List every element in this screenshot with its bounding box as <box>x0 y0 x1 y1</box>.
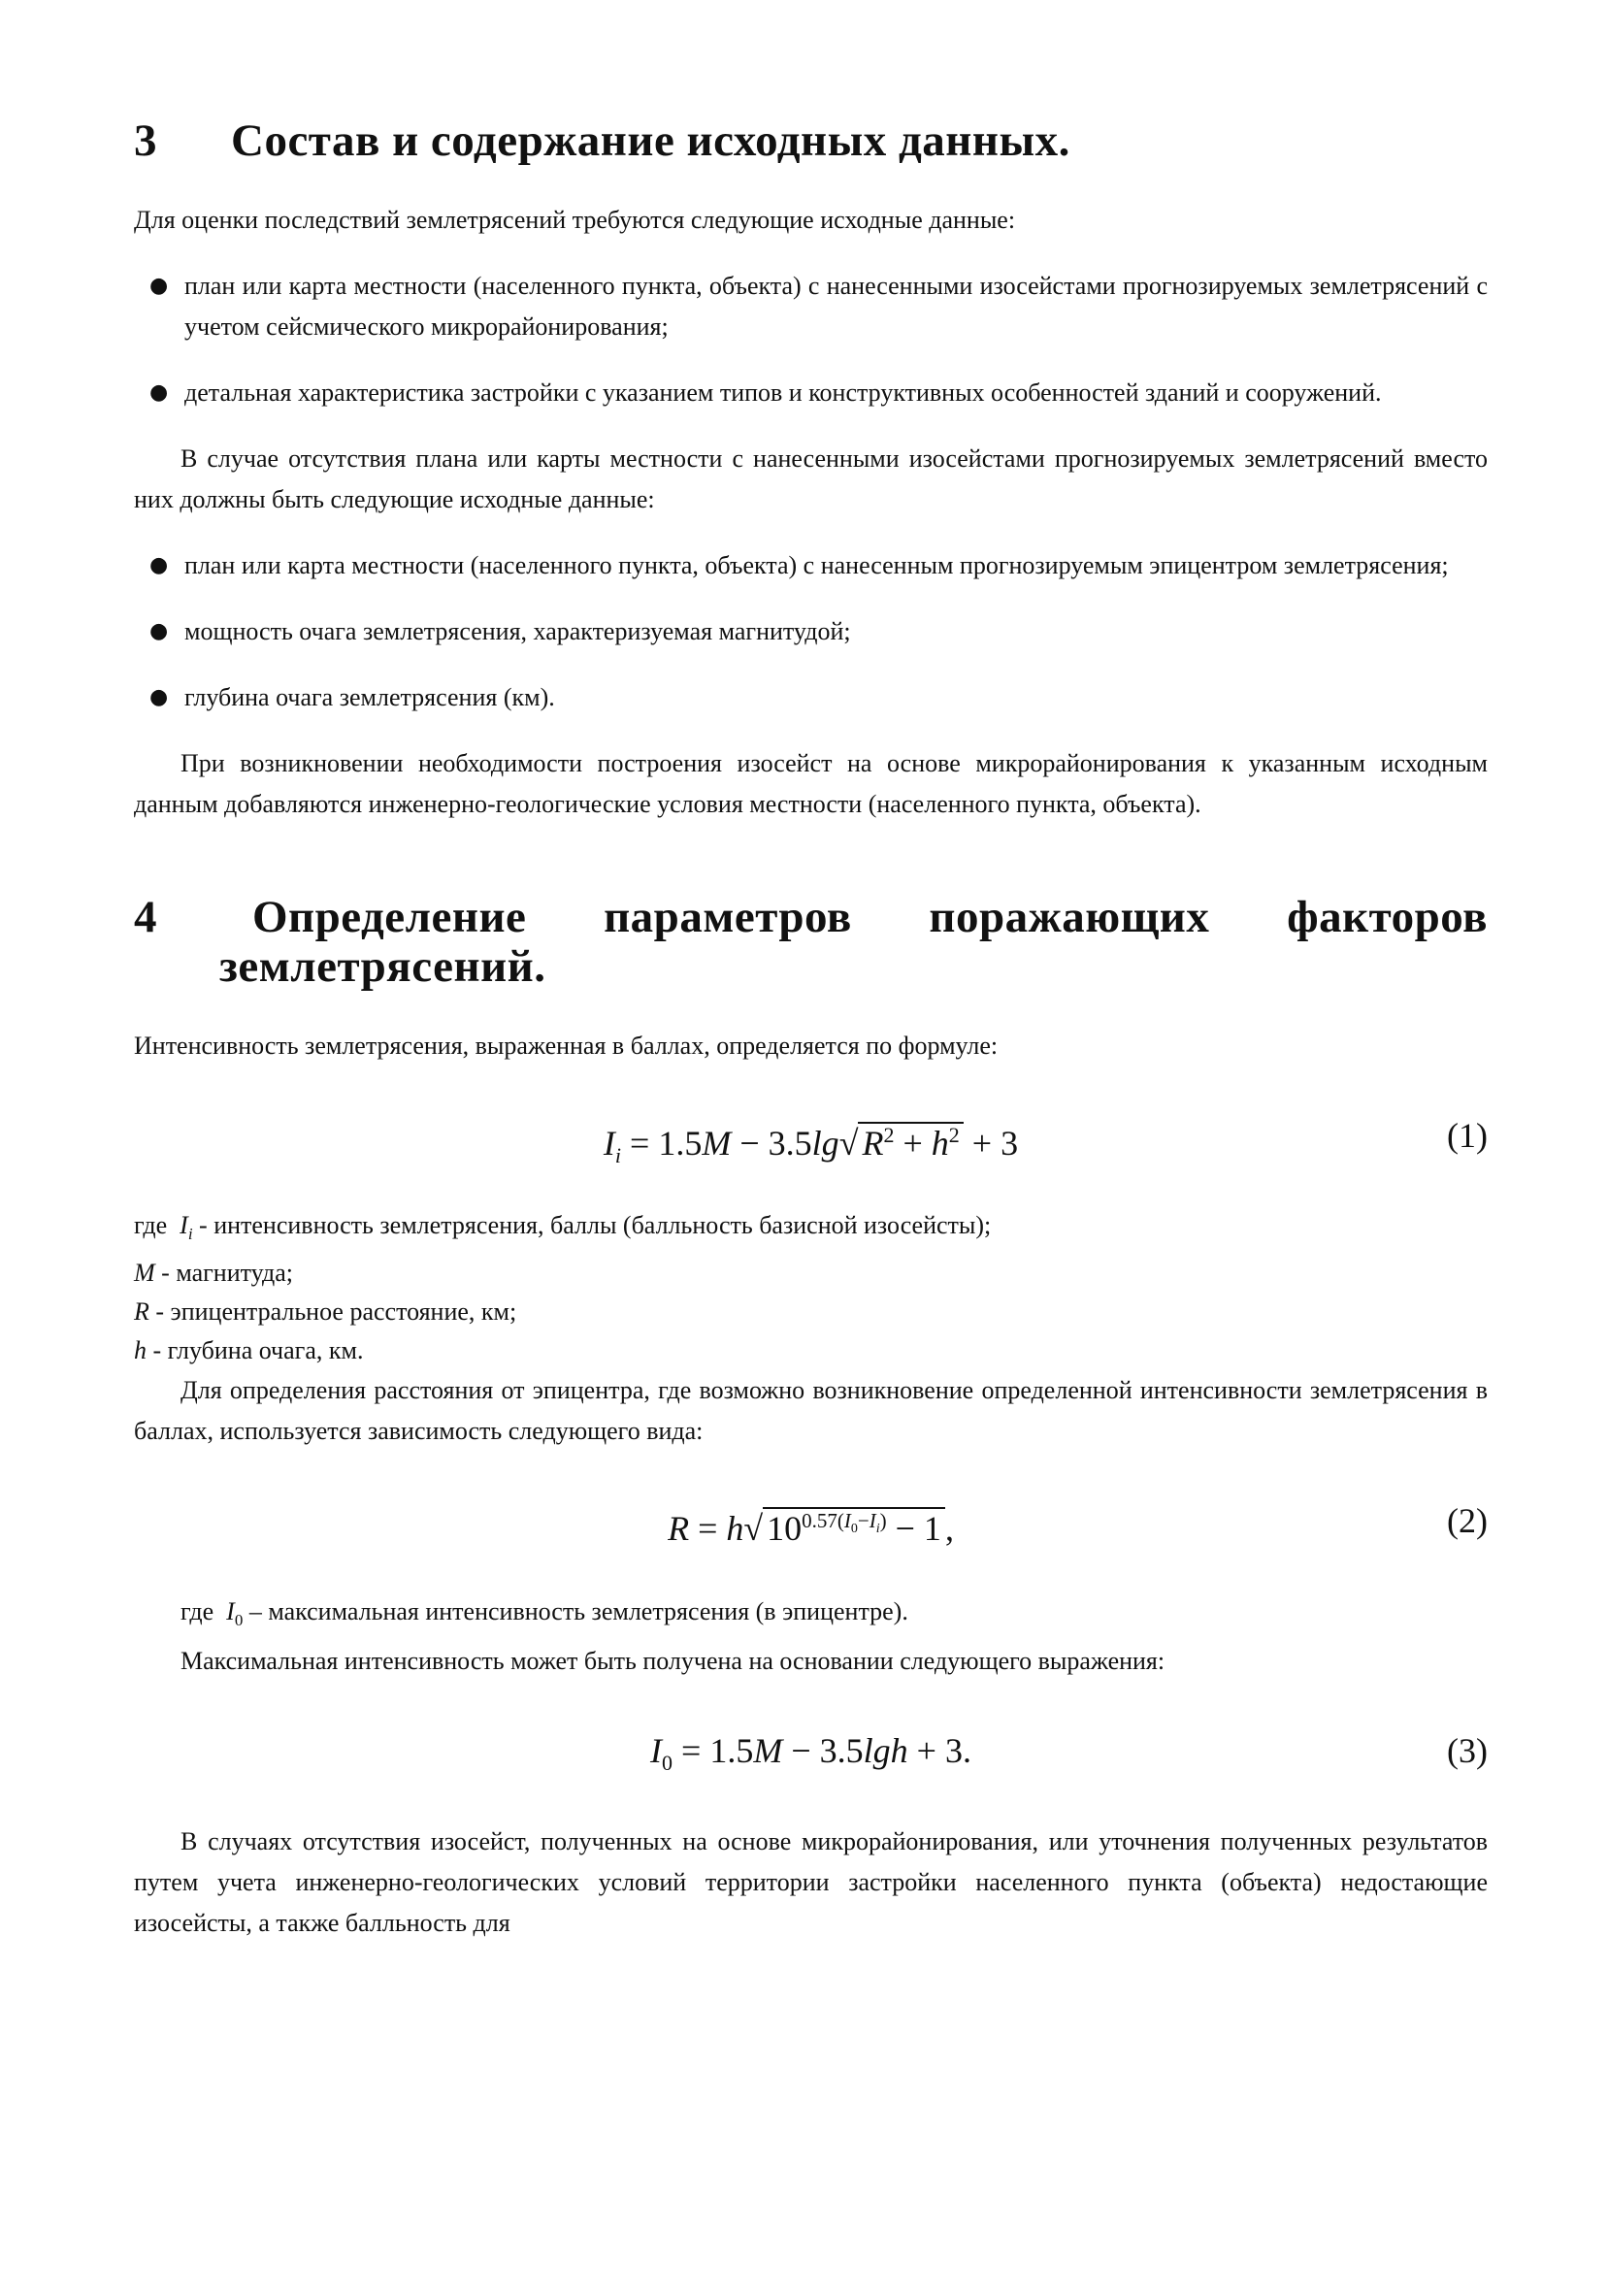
formula-1: $I_i = 1.5M - 3.5\lg√$ $R^2 + h^2 + 3$ <box>603 1123 1019 1168</box>
where-word: где <box>134 1211 168 1240</box>
definition-m: M - магнитуда; <box>134 1259 294 1288</box>
document-page <box>134 116 1488 1944</box>
section-4-intro: Интенсивность землетрясения, выраженная в баллах, определяется по формуле: <box>134 1032 999 1061</box>
list-item-text: план или карта местности (населенного пункта, объекта) с нанесенным прогнозируемым эпицентром землетрясения; <box>184 550 1449 579</box>
list-item-text: детальная характеристика застройки с указанием типов и конструктивных особенностей зданий и сооружений. <box>184 377 1382 407</box>
formula-2-number: (2) <box>1447 1501 1488 1541</box>
section-4-number: 4 <box>134 891 157 942</box>
formula-2: R = h√ $10^{0.57(I_0-I_i)} - 1$ , <box>668 1509 954 1549</box>
bullet-icon: ● <box>149 273 169 298</box>
section-4-heading-line-2 <box>134 942 1488 993</box>
list-item <box>134 677 1488 718</box>
bullet-icon: ● <box>149 552 169 577</box>
section-3-paragraph-3: При возникновении необходимости построения изосейст на основе микрорайонирования к указанным исходным данным добавляются инженерно-геологические условия местности (населенного пункта, объекта). <box>134 748 1488 818</box>
bullet-icon: ● <box>149 618 169 643</box>
distance-paragraph: Для определения расстояния от эпицентра, где возможно возникновение определенной интенсивности землетрясения в баллах, используется зависимость следующего вида: <box>134 1376 1488 1446</box>
list-item <box>134 611 1488 652</box>
section-3-heading <box>134 116 1488 167</box>
definition-h-text: - глубина очага, км. <box>147 1336 364 1365</box>
list-item-text: план или карта местности (населенного пункта, объекта) с нанесенными изосейстами прогнозируемых землетрясений с учетом сейсмического микрорайонирования; <box>184 271 1488 341</box>
definition-i-text: - интенсивность землетрясения, баллы (балльность базисной изосейсты); <box>192 1211 992 1240</box>
bullet-icon: ● <box>149 684 169 709</box>
formula-1-row <box>134 1098 1488 1185</box>
definition-i0: где $I_0$ – максимальная интенсивность землетрясения (в эпицентре). <box>180 1597 908 1630</box>
definition-r: R - эпицентральное расстояние, км; <box>134 1297 517 1327</box>
list-item <box>134 545 1488 586</box>
section-4-heading-line-1 <box>134 893 1488 943</box>
section-3-paragraph-2: В случае отсутствия плана или карты местности с нанесенными изосейстами прогнозируемых землетрясений вместо них должны быть следующие исходные данные: <box>134 443 1488 513</box>
variable-definitions <box>134 1206 1488 1370</box>
list-item-text: мощность очага землетрясения, характеризуемая магнитудой; <box>184 616 851 645</box>
definition-h: h - глубина очага, км. <box>134 1336 364 1365</box>
section-3-intro: Для оценки последствий землетрясений требуются следующие исходные данные: <box>134 205 1016 234</box>
definition-i: где $I_i$ - интенсивность землетрясения, баллы (балльность базисной изосейсты); <box>134 1211 992 1244</box>
max-intensity-paragraph: Максимальная интенсивность может быть получена на основании следующего выражения: <box>180 1647 1165 1676</box>
list-item <box>134 373 1488 413</box>
definition-i0-text: – максимальная интенсивность землетрясения (в эпицентре). <box>243 1597 908 1626</box>
where-word-2: где <box>180 1597 214 1626</box>
list-item-text: глубина очага землетрясения (км). <box>184 682 555 711</box>
definition-m-text: - магнитуда; <box>154 1259 294 1288</box>
formula-2-row <box>134 1483 1488 1570</box>
formula-3-row <box>134 1713 1488 1800</box>
section-4-title-line-1: Определение параметров поражающих факторов <box>252 891 1488 942</box>
list-item <box>134 266 1488 347</box>
bullet-icon: ● <box>149 379 169 405</box>
formula-3: $I_0 = 1.5M - 3.5\lg h + 3$. <box>650 1731 971 1776</box>
alternative-data-list <box>134 545 1488 718</box>
formula-1-number: (1) <box>1447 1116 1488 1156</box>
formula-3-number: (3) <box>1447 1731 1488 1771</box>
final-paragraph: В случаях отсутствия изосейст, полученных на основе микрорайонирования, или уточнения полученных результатов путем учета инженерно-геологических условий территории застройки населенного пункта (объекта) недостающие изосейсты, а также балльность для <box>134 1827 1488 1938</box>
section-3-number: 3 <box>134 115 157 166</box>
section-4-title-line-2: землетрясений. <box>219 941 546 993</box>
section-3-title: Состав и содержание исходных данных. <box>231 115 1070 166</box>
section-4-heading <box>134 893 1488 993</box>
required-data-list <box>134 266 1488 413</box>
definition-r-text: - эпицентральное расстояние, км; <box>148 1297 517 1327</box>
